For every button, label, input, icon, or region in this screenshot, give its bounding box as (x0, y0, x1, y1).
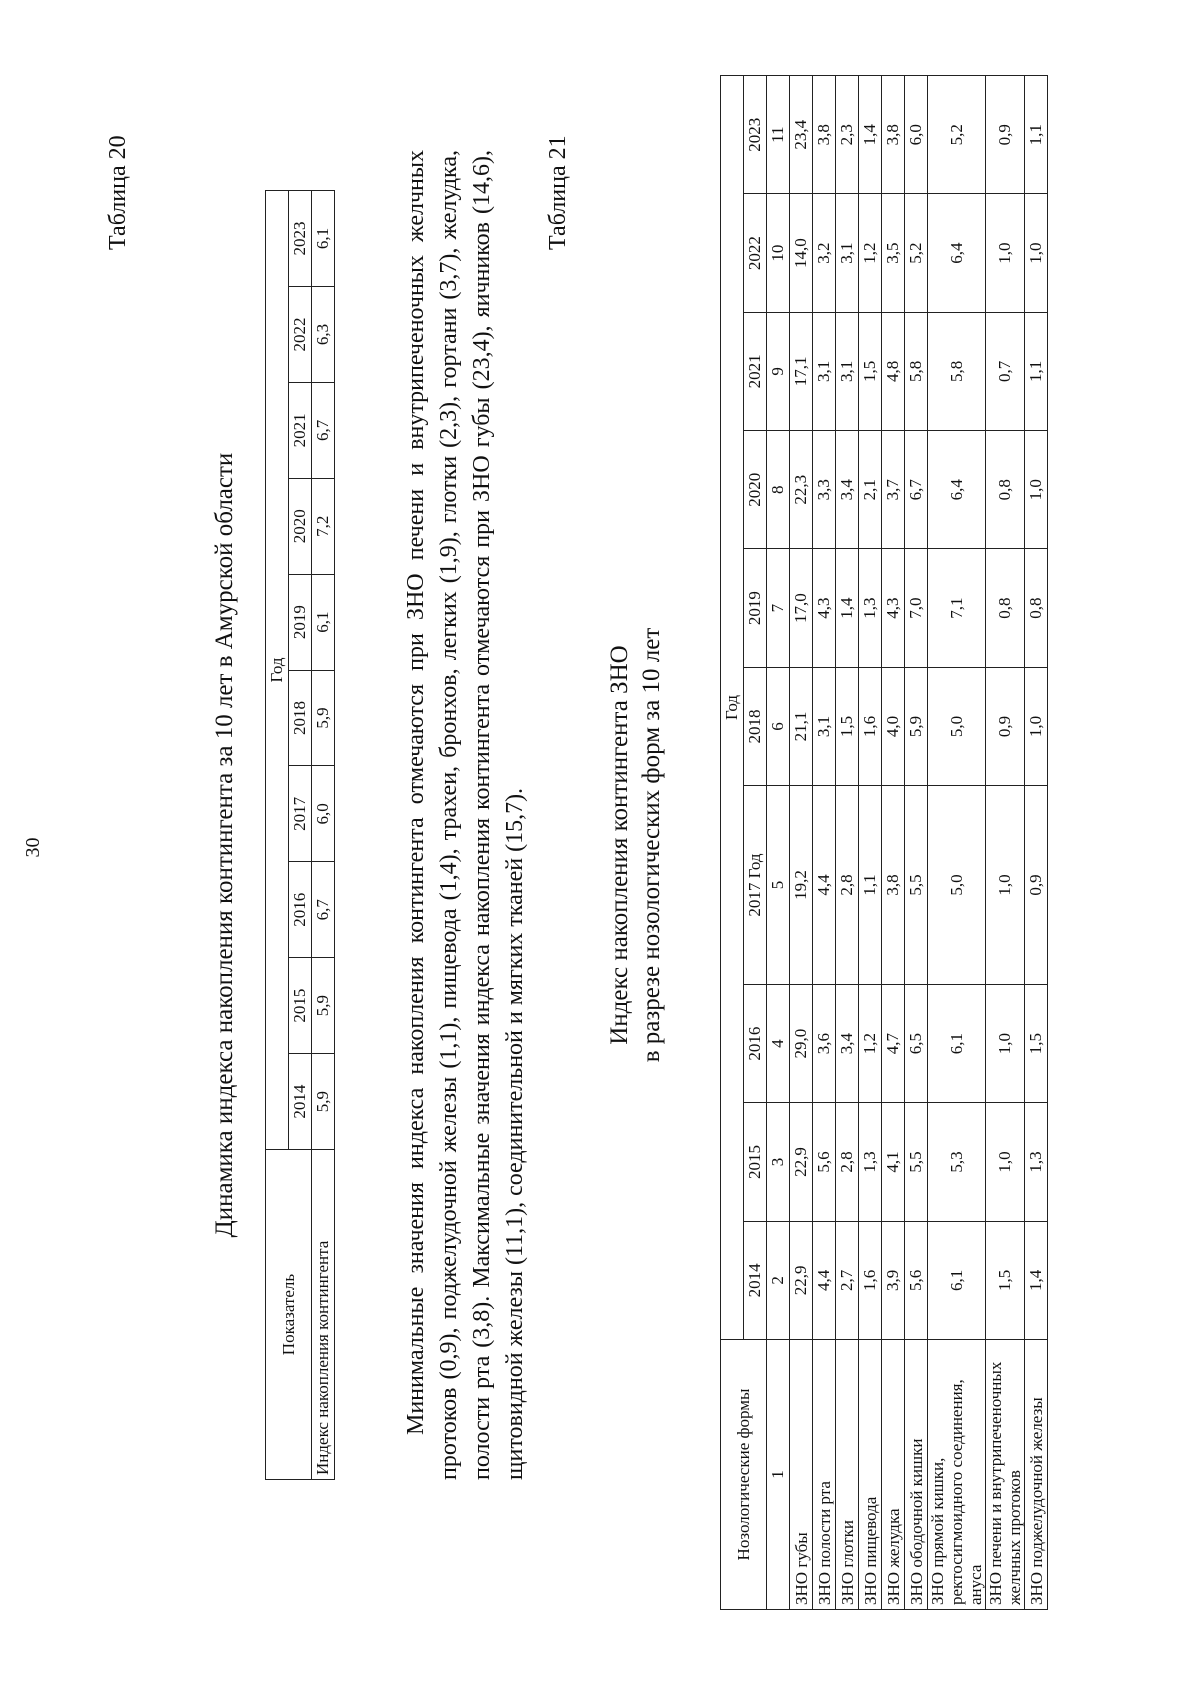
table21-cell-value: 3,9 (882, 1221, 905, 1339)
table21-cell-value: 7,0 (905, 549, 928, 667)
table21-column-number: 11 (767, 76, 790, 194)
table21-column-number: 4 (767, 984, 790, 1102)
table21-column-number: 6 (767, 667, 790, 785)
table21-cell-value: 3,8 (813, 76, 836, 194)
table21-year-header: 2021 (744, 312, 767, 430)
table-row (986, 76, 1025, 1610)
table21-cell-value: 5,2 (905, 194, 928, 312)
table-row (790, 76, 813, 1610)
table21-row-name: ЗНО пищевода (859, 1340, 882, 1610)
table21-column-number: 9 (767, 312, 790, 430)
table21-row-name: ЗНО прямой кишки, ректосигмоидного соединения, ануса (928, 1340, 986, 1610)
table21-cell-value: 1,0 (986, 786, 1025, 985)
table21-cell-value: 3,1 (836, 312, 859, 430)
table21-cell-value: 1,4 (859, 76, 882, 194)
table21-cell-value: 6,1 (928, 1221, 986, 1339)
table21-cell-value: 5,2 (928, 76, 986, 194)
table20 (265, 190, 335, 1480)
table21-cell-value: 17,0 (790, 549, 813, 667)
page-number: 30 (22, 837, 44, 858)
table21-cell-value: 4,0 (882, 667, 905, 785)
table20-value: 5,9 (312, 958, 335, 1054)
table21-year-header: 2017 Год (744, 786, 767, 985)
table21-cell-value: 5,3 (928, 1103, 986, 1221)
table21-cell-value: 0,9 (986, 76, 1025, 194)
table21-cell-value: 6,0 (905, 76, 928, 194)
table21-cell-value: 3,3 (813, 431, 836, 549)
table21-cell-value: 14,0 (790, 194, 813, 312)
table21-cell-value: 29,0 (790, 984, 813, 1102)
table21-cell-value: 22,9 (790, 1103, 813, 1221)
table21-cell-value: 5,8 (928, 312, 986, 430)
table20-year-header: 2019 (289, 574, 312, 670)
table21-cell-value: 1,6 (859, 667, 882, 785)
table21-cell-value: 3,1 (836, 194, 859, 312)
table21-cell-value: 3,8 (882, 786, 905, 985)
table-row (1025, 76, 1048, 1610)
table21-cell-value: 22,3 (790, 431, 813, 549)
table21-cell-value: 5,5 (905, 786, 928, 985)
table21-year-header: 2022 (744, 194, 767, 312)
table21-cell-value: 0,9 (1025, 786, 1048, 985)
table21-cell-value: 1,0 (986, 1103, 1025, 1221)
table21-cell-value: 4,4 (813, 1221, 836, 1339)
table20-value: 6,1 (312, 574, 335, 670)
table21-cell-value: 6,4 (928, 431, 986, 549)
table21-year-header: 2018 (744, 667, 767, 785)
table21-cell-value: 17,1 (790, 312, 813, 430)
table21-cell-value: 3,1 (813, 667, 836, 785)
table21-cell-value: 5,9 (905, 667, 928, 785)
table-row (859, 76, 882, 1610)
table21-cell-value: 3,4 (836, 431, 859, 549)
table-row (836, 76, 859, 1610)
table20-year-header: 2023 (289, 191, 312, 287)
table20-year-header: 2016 (289, 862, 312, 958)
table21-header-forms: Нозологические формы (721, 1340, 767, 1610)
table21-cell-value: 0,7 (986, 312, 1025, 430)
table21-column-number: 8 (767, 431, 790, 549)
table20-header-indicator: Показатель (266, 1150, 312, 1480)
table21-cell-value: 1,2 (859, 984, 882, 1102)
paragraph-text: Минимальные значения индекса накопления контингента отмечаются при ЗНО печени и внутрипеченочных желчных протоков (0,9), поджелудочной железы (1,1), пищевода (1,4), трахеи, бронхов, легких (1,9), глотки (2,3), гортани (3,7), желудка, полости рта (3,8). Максимальные значения индекса накопления контингента отмечаются при ЗНО губы (23,4), яичников (14,6), щитовидной железы (11,1), соединительной и мягких тканей (15,7). (403, 150, 528, 1480)
table-row (905, 76, 928, 1610)
table21-year-header: 2023 (744, 76, 767, 194)
table20-year-header: 2015 (289, 958, 312, 1054)
table21-column-number: 2 (767, 1221, 790, 1339)
table21-cell-value: 3,1 (813, 312, 836, 430)
table21-cell-value: 3,5 (882, 194, 905, 312)
table21-column-number: 10 (767, 194, 790, 312)
table21-row-name: ЗНО печени и внутрипеченочных желчных протоков (986, 1340, 1025, 1610)
table21-row-name: ЗНО полости рта (813, 1340, 836, 1610)
table21-cell-value: 7,1 (928, 549, 986, 667)
table21-cell-value: 1,0 (1025, 431, 1048, 549)
table20-value: 7,2 (312, 478, 335, 574)
table20-year-header: 2021 (289, 382, 312, 478)
table21-year-header: 2014 (744, 1221, 767, 1339)
table21-cell-value: 1,4 (1025, 1221, 1048, 1339)
table21-cell-value: 1,5 (986, 1221, 1025, 1339)
table21-cell-value: 5,8 (905, 312, 928, 430)
table21-year-header: 2020 (744, 431, 767, 549)
table21-cell-value: 5,5 (905, 1103, 928, 1221)
table21-row-name: ЗНО губы (790, 1340, 813, 1610)
table21-column-number: 3 (767, 1103, 790, 1221)
table21-cell-value: 3,2 (813, 194, 836, 312)
table21-cell-value: 1,3 (859, 549, 882, 667)
table21-row-name: ЗНО поджелудочной железы (1025, 1340, 1048, 1610)
body-paragraph (400, 150, 532, 1480)
table21-cell-value: 1,5 (1025, 984, 1048, 1102)
table21-cell-value: 3,8 (882, 76, 905, 194)
table20-value: 6,1 (312, 191, 335, 287)
table21-cell-value: 1,3 (859, 1103, 882, 1221)
table21-cell-value: 4,3 (882, 549, 905, 667)
table21-row-name: ЗНО желудка (882, 1340, 905, 1610)
table20-row-label: Индекс накопления контингента (312, 1150, 335, 1480)
table21-cell-value: 4,3 (813, 549, 836, 667)
table21-cell-value: 1,0 (986, 984, 1025, 1102)
table21-title-line1: Индекс накопления контингента ЗНО (606, 645, 633, 1045)
document-page (60, 80, 1160, 1610)
table21-column-number: 1 (767, 1340, 790, 1610)
table21-title-line2: в разрезе нозологических форм за 10 лет (638, 627, 665, 1063)
table20-value: 6,7 (312, 862, 335, 958)
table-row (813, 76, 836, 1610)
table21 (720, 75, 1048, 1610)
table20-value: 6,7 (312, 382, 335, 478)
table20-header-year: Год (266, 191, 289, 1150)
table21-caption: Таблица 21 (545, 135, 571, 250)
table21-cell-value: 0,8 (986, 431, 1025, 549)
table21-cell-value: 23,4 (790, 76, 813, 194)
table21-cell-value: 1,0 (1025, 667, 1048, 785)
table21-cell-value: 2,7 (836, 1221, 859, 1339)
table20-year-header: 2022 (289, 286, 312, 382)
table21-cell-value: 5,6 (813, 1103, 836, 1221)
table21-cell-value: 4,1 (882, 1103, 905, 1221)
table21-cell-value: 6,7 (905, 431, 928, 549)
table21-cell-value: 0,8 (986, 549, 1025, 667)
table21-row-name: ЗНО глотки (836, 1340, 859, 1610)
table21-row-name: ЗНО ободочной кишки (905, 1340, 928, 1610)
table21-cell-value: 2,3 (836, 76, 859, 194)
table21-cell-value: 3,4 (836, 984, 859, 1102)
table21-cell-value: 1,4 (836, 549, 859, 667)
table21-column-number: 5 (767, 786, 790, 985)
table-row (882, 76, 905, 1610)
table21-cell-value: 1,5 (859, 312, 882, 430)
table21-cell-value: 19,2 (790, 786, 813, 985)
table21-cell-value: 1,6 (859, 1221, 882, 1339)
table21-cell-value: 1,5 (836, 667, 859, 785)
table21-cell-value: 5,0 (928, 786, 986, 985)
table21-year-header: 2019 (744, 549, 767, 667)
table21-cell-value: 1,0 (986, 194, 1025, 312)
table21-cell-value: 2,8 (836, 1103, 859, 1221)
table21-year-header: 2016 (744, 984, 767, 1102)
table20-title: Динамика индекса накопления контингента за 10 лет в Амурской области (211, 452, 238, 1238)
table20-value: 5,9 (312, 670, 335, 766)
table21-cell-value: 5,6 (905, 1221, 928, 1339)
table21-cell-value: 1,3 (1025, 1103, 1048, 1221)
table21-cell-value: 6,4 (928, 194, 986, 312)
table21-cell-value: 3,6 (813, 984, 836, 1102)
table21-cell-value: 1,2 (859, 194, 882, 312)
table20-value: 5,9 (312, 1054, 335, 1150)
table21-cell-value: 2,1 (859, 431, 882, 549)
table21-cell-value: 4,4 (813, 786, 836, 985)
table21-cell-value: 4,7 (882, 984, 905, 1102)
table21-cell-value: 2,8 (836, 786, 859, 985)
table21-cell-value: 1,1 (1025, 76, 1048, 194)
table21-column-number: 7 (767, 549, 790, 667)
table21-cell-value: 1,1 (859, 786, 882, 985)
table20-year-header: 2018 (289, 670, 312, 766)
table20-value: 6,3 (312, 286, 335, 382)
table20-caption: Таблица 20 (105, 135, 131, 250)
table20-year-header: 2020 (289, 478, 312, 574)
table20-value: 6,0 (312, 766, 335, 862)
table21-cell-value: 3,7 (882, 431, 905, 549)
table21-cell-value: 0,9 (986, 667, 1025, 785)
table21-cell-value: 22,9 (790, 1221, 813, 1339)
table21-header-year: Год (721, 76, 744, 1340)
table21-cell-value: 6,1 (928, 984, 986, 1102)
table21-cell-value: 1,0 (1025, 194, 1048, 312)
table21-cell-value: 1,1 (1025, 312, 1048, 430)
table-row (928, 76, 986, 1610)
table20-year-header: 2017 (289, 766, 312, 862)
table21-cell-value: 4,8 (882, 312, 905, 430)
table21-cell-value: 5,0 (928, 667, 986, 785)
table21-cell-value: 6,5 (905, 984, 928, 1102)
table21-cell-value: 21,1 (790, 667, 813, 785)
table21-cell-value: 0,8 (1025, 549, 1048, 667)
table20-year-header: 2014 (289, 1054, 312, 1150)
table21-year-header: 2015 (744, 1103, 767, 1221)
